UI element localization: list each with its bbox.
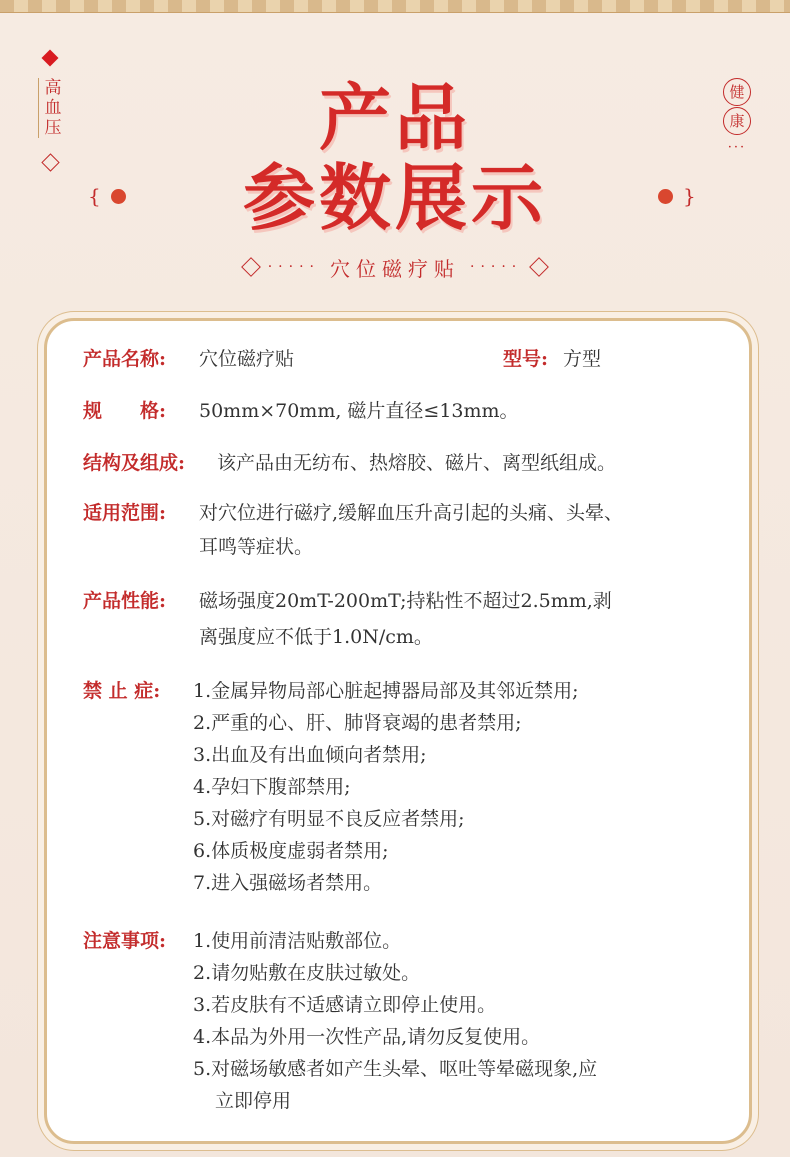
contra-item: 5.对磁疗有明显不良反应者禁用; [193,808,465,830]
outline-diamond-icon [241,257,261,277]
notes-item: 5.对磁场敏感者如产生头晕、呕吐等晕磁现象,应 [193,1058,598,1080]
notes-item: 1.使用前清洁贴敷部位。 [193,930,402,952]
contra-item: 3.出血及有出血倾向者禁用; [193,744,427,766]
notes-item: 立即停用 [215,1090,292,1112]
name-label: 产品名称: [83,348,167,370]
notes-label: 注意事项: [83,930,167,952]
scope-line: 耳鸣等症状。 [199,536,314,558]
notes-item: 2.请勿贴敷在皮肤过敏处。 [193,962,421,984]
red-dot-icon [111,189,126,204]
circle-char-jian: 健 [723,78,751,106]
left-brace: { [88,184,101,208]
circle-char-kang: 康 [723,107,751,135]
spec-value: 50mm×70mm, 磁片直径≤13mm。 [199,400,519,422]
right-brace: } [683,184,696,208]
contra-item: 2.严重的心、肝、肺肾衰竭的患者禁用; [193,712,522,734]
small-dots: ··· [727,140,747,155]
subtitle: 穴位磁疗贴 [330,256,460,281]
contra-item: 4.孕妇下腹部禁用; [193,776,351,798]
performance-line: 离强度应不低于1.0N/cm。 [199,626,433,648]
notes-item: 3.若皮肤有不适感请立即停止使用。 [193,994,497,1016]
contra-item: 6.体质极度虚弱者禁用; [193,840,389,862]
outline-diamond-icon [529,257,549,277]
contra-item: 1.金属异物局部心脏起搏器局部及其邻近禁用; [193,680,579,702]
right-bracket-ornament [648,184,696,208]
contra-item: 7.进入强磁场者禁用。 [193,872,383,894]
subtitle-row [0,252,790,282]
performance-label: 产品性能: [83,590,167,612]
scope-line: 对穴位进行磁疗,缓解血压升高引起的头痛、头晕、 [199,502,624,524]
params-card [44,318,752,1144]
page-title-line2: 参数展示 [242,155,547,240]
spec-label: 规 格: [83,400,167,422]
page-title-line1: 产品 [318,75,471,160]
performance-line: 磁场强度20mT-200mT;持粘性不超过2.5mm,剥 [199,590,612,612]
red-diamond-icon [42,50,59,67]
vertical-label: 高血压 [38,78,65,138]
structure-value: 该产品由无纺布、热熔胶、磁片、离型纸组成。 [217,452,617,474]
model-value: 方型 [563,348,602,370]
scope-label: 适用范围: [83,502,167,524]
contra-label: 禁 止 症: [83,680,161,702]
left-bracket-ornament [88,184,136,208]
structure-label: 结构及组成: [83,452,186,474]
model-label: 型号: [503,348,549,370]
top-decorative-border [0,0,790,13]
red-dot-icon [658,189,673,204]
name-value: 穴位磁疗贴 [199,348,295,370]
dots-right: ····· [470,259,523,275]
dots-left: ····· [267,259,320,275]
notes-item: 4.本品为外用一次性产品,请勿反复使用。 [193,1026,541,1048]
